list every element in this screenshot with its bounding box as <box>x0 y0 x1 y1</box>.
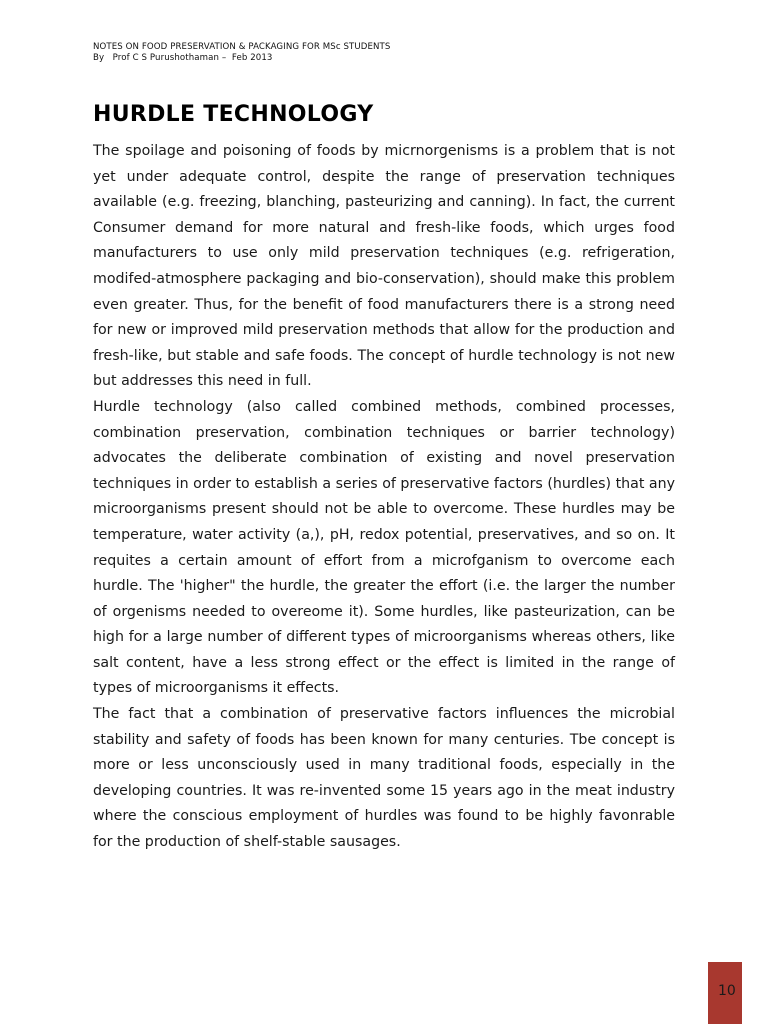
paragraph-2: Hurdle technology (also called combined methods, combined processes, combination preservation, combination techniques or barrier technology) advocates the deliberate combination of existing and novel preservation techniques in order to establish a series of preservative factors (hurdles) that any microorganisms present should not be able to overcome. These hurdles may be temperature, water activity (a,), pH, redox potential, preservatives, and so on. It requites a certain amount of effort from a microfganism to overcome each hurdle. The 'higher" the hurdle, the greater the effort (i.e. the larger the number of orgenisms needed to overeome it). Some hurdles, like pasteurization, can be high for a large number of different types of microorganisms whereas others, like salt content, have a less strong effect or the effect is limited in the range of types of microorganisms it effects. <box>93 398 675 697</box>
paragraph-1: The spoilage and poisoning of foods by micrnorgenisms is a problem that is not yet under adequate control, despite the range of preservation techniques available (e.g. freezing, blanching, pasteurizing and canning). In fact, the current Consumer demand for more natural and fresh-like foods, which urges food manufacturers to use only mild preservation techniques (e.g. refrigeration, modifed-atmosphere packaging and bio-conservation), should make this problem even greater. Thus, for the benefit of food manufacturers there is a strong need for new or improved mild preservation methods that allow for the production and fresh-like, but stable and safe foods. The concept of hurdle technology is not new but addresses this need in full. <box>93 143 675 390</box>
header-title-line: NOTES ON FOOD PRESERVATION & PACKAGING FOR MSc STUDENTS <box>93 42 391 52</box>
section-title: HURDLE TECHNOLOGY <box>93 102 374 127</box>
body-text <box>93 139 675 856</box>
paragraph-3: The fact that a combination of preservative factors influences the microbial stability and safety of foods has been known for many centuries. Tbe concept is more or less unconsciously used in many traditional foods, especially in the developing countries. It was re-invented some 15 years ago in the meat industry where the conscious employment of hurdles was found to be highly favonrable for the production of shelf-stable sausages. <box>93 706 675 851</box>
header-author-line: By Prof C S Purushothaman – Feb 2013 <box>93 53 273 63</box>
running-header <box>93 42 390 64</box>
page-number: 10 <box>718 983 736 999</box>
